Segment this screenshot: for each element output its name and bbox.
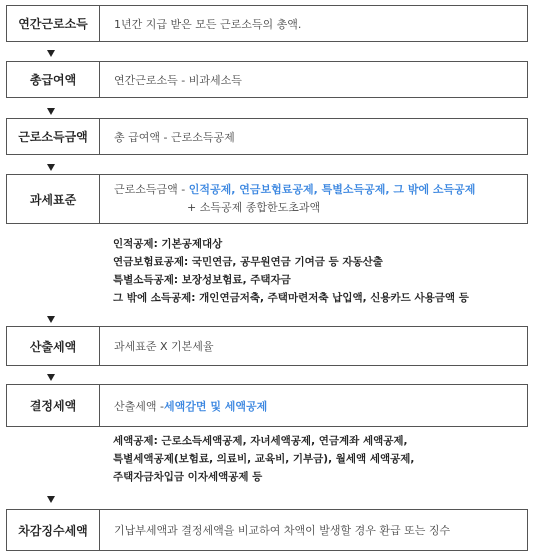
step-label: 근로소득금액 [7, 119, 100, 154]
note-line: 특별세액공제(보험료, 의료비, 교육비, 기부금), 월세액 세액공제, [113, 453, 415, 465]
step-tax-payable-refund [6, 509, 528, 551]
step-label: 결정세액 [7, 385, 100, 426]
step-description: 연간근로소득 - 비과세소득 [114, 73, 242, 87]
note-line: 특별소득공제: 보장성보험료, 주택자금 [113, 274, 291, 286]
step-description: 과세표준 X 기본세율 [114, 340, 214, 353]
step-label: 산출세액 [7, 327, 100, 365]
step-label: 연간근로소득 [7, 6, 100, 41]
arrow-down-icon [47, 50, 55, 57]
formula-prefix: 근로소득금액 - [114, 183, 189, 196]
formula-prefix: 산출세액 - [114, 399, 164, 413]
note-line: 주택자금차입금 이자세액공제 등 [113, 471, 263, 483]
tax-base-formula [114, 181, 475, 199]
formula-highlight: 인적공제, 연금보험료공제, 특별소득공제, 그 밖에 소득공제 [188, 183, 476, 196]
arrow-down-icon [47, 316, 55, 323]
step-tax-base [6, 174, 528, 224]
step-earned-income-amount [6, 118, 528, 155]
formula-highlight: 세액감면 및 세액공제 [163, 399, 268, 413]
step-description [100, 175, 527, 223]
arrow-down-icon [47, 496, 55, 503]
tax-credit-notes [113, 432, 414, 486]
step-description: 1년간 지급 받은 모든 근로소득의 총액. [114, 17, 302, 31]
deduction-notes [113, 235, 469, 307]
note-line: 인적공제: 기본공제대상 [113, 238, 223, 250]
step-annual-earned-income [6, 5, 528, 42]
formula-line2: + 소득공제 종합한도초과액 [187, 201, 321, 214]
arrow-down-icon [47, 374, 55, 381]
step-label: 과세표준 [7, 175, 100, 223]
note-line: 연금보험료공제: 국민연금, 공무원연금 기여금 등 자동산출 [113, 256, 383, 268]
step-label: 차감징수세액 [7, 510, 100, 550]
note-line: 그 밖에 소득공제: 개인연금저축, 주택마련저축 납입액, 신용카드 사용금액 등 [113, 292, 469, 304]
arrow-down-icon [47, 108, 55, 115]
step-calculated-tax [6, 326, 528, 366]
step-determined-tax [6, 384, 528, 427]
arrow-down-icon [47, 164, 55, 171]
note-line: 세액공제: 근로소득세액공제, 자녀세액공제, 연금계좌 세액공제, [113, 435, 408, 447]
step-description [100, 385, 527, 426]
step-label: 총급여액 [7, 62, 100, 97]
step-description: 총 급여액 - 근로소득공제 [114, 130, 235, 144]
step-description: 기납부세액과 결정세액을 비교하여 차액이 발생할 경우 환급 또는 징수 [114, 524, 451, 537]
step-total-salary [6, 61, 528, 98]
